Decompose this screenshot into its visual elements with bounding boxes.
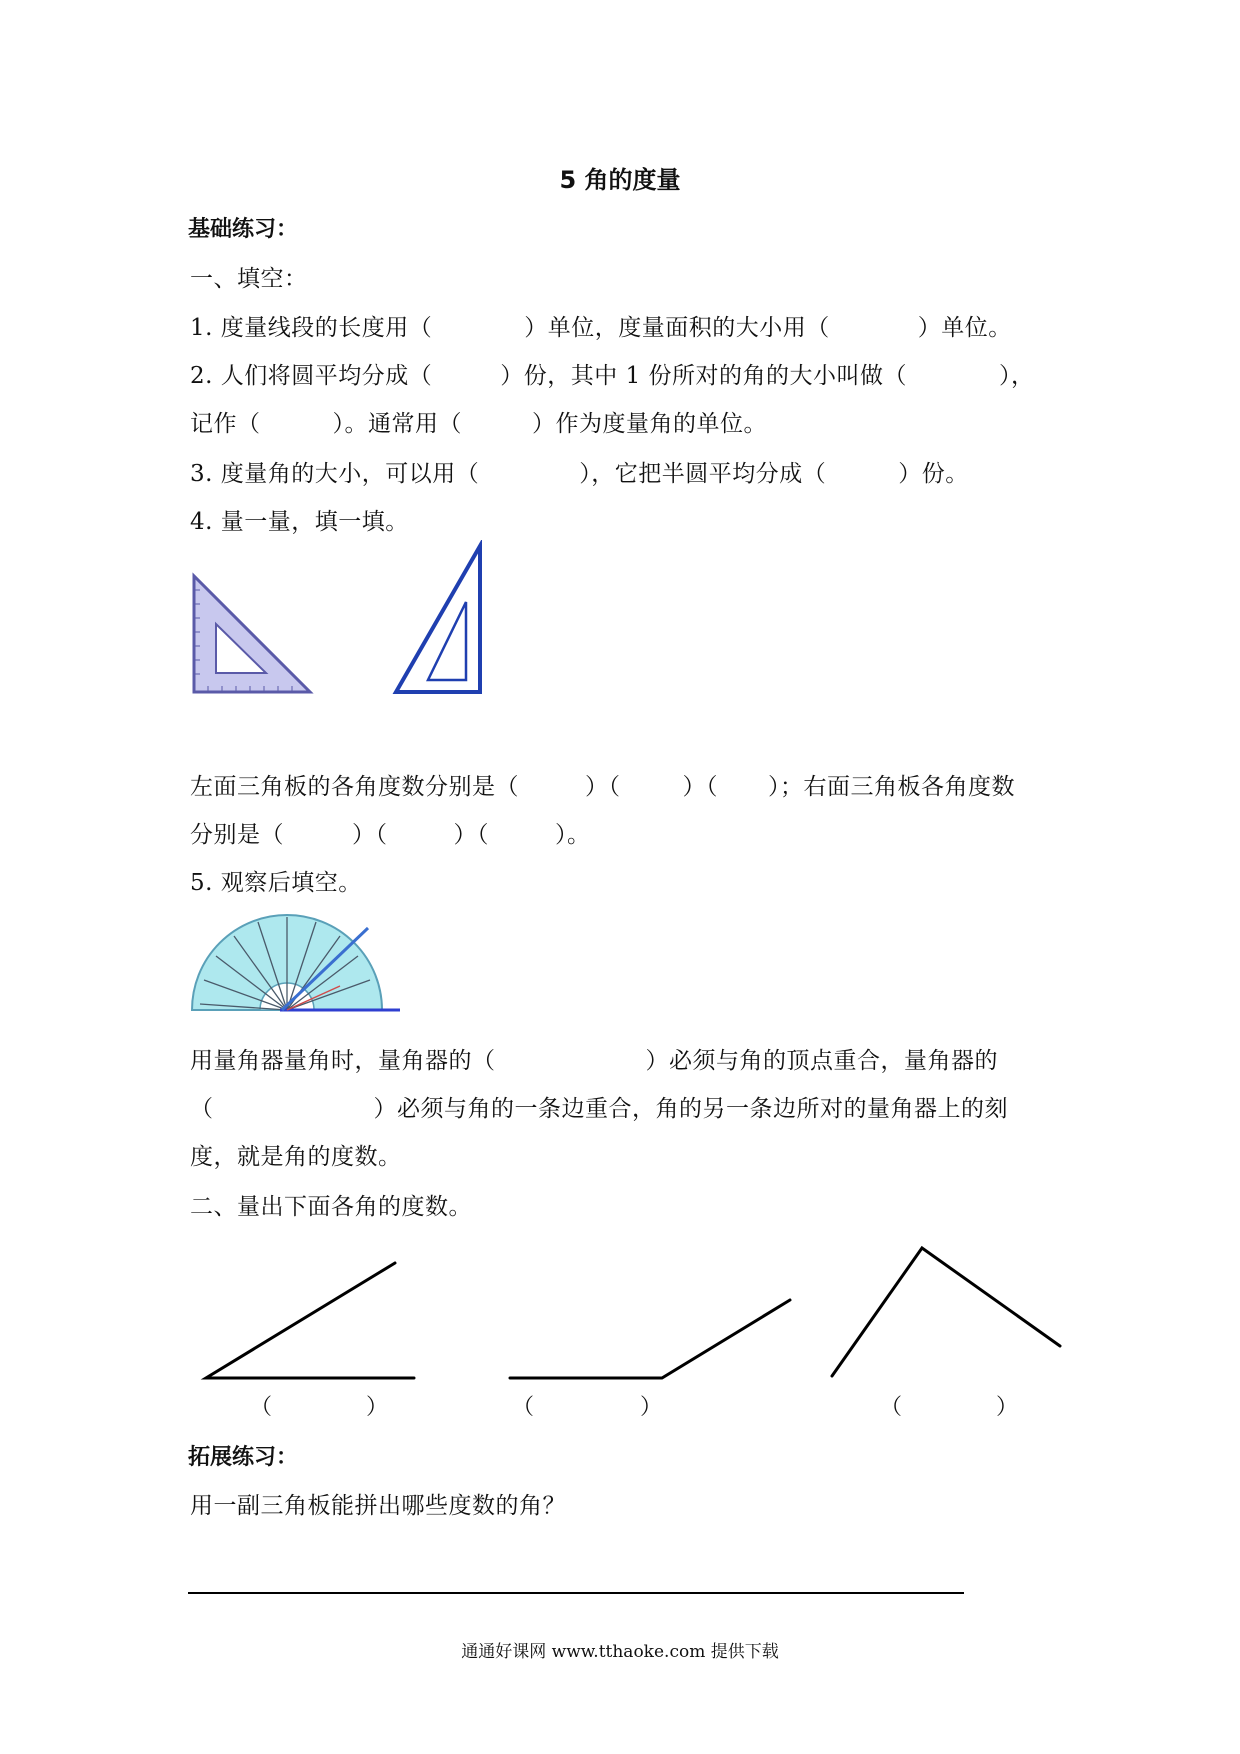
question-4-label: 4. 量一量，填一填。 bbox=[190, 509, 409, 535]
question-2-line-1: 2. 人们将圆平均分成（ ）份，其中 1 份所对的角的大小叫做（ ）， bbox=[190, 363, 1035, 389]
angle-1-answer-close: ） bbox=[366, 1395, 389, 1420]
angle-2-answer-open: （ bbox=[512, 1395, 535, 1420]
angle-3-answer-open: （ bbox=[880, 1395, 903, 1420]
angle-3 bbox=[832, 1248, 1060, 1376]
page-title: 5 角的度量 bbox=[559, 166, 681, 194]
part1-heading: 一、填空： bbox=[190, 266, 308, 292]
protractor-figure bbox=[190, 910, 410, 1020]
extension-heading: 拓展练习： bbox=[188, 1445, 299, 1470]
right-set-square bbox=[396, 546, 480, 692]
protractor bbox=[192, 915, 382, 1010]
question-4-line-1: 左面三角板的各角度数分别是（ ）（ ）（ ）；右面三角板各角度数 bbox=[190, 774, 1015, 800]
left-set-square bbox=[194, 576, 310, 692]
angle-2 bbox=[510, 1300, 790, 1378]
extension-question: 用一副三角板能拼出哪些度数的角？ bbox=[190, 1493, 566, 1519]
part2-heading: 二、量出下面各角的度数。 bbox=[190, 1194, 472, 1220]
angle-1 bbox=[206, 1263, 414, 1378]
question-5-line-1: 用量角器量角时，量角器的（ ）必须与角的顶点重合，量角器的 bbox=[190, 1048, 998, 1074]
question-3: 3. 度量角的大小，可以用（ ），它把半圆平均分成（ ）份。 bbox=[190, 461, 969, 487]
basic-practice-heading: 基础练习： bbox=[188, 217, 299, 242]
angle-1-answer-open: （ bbox=[250, 1395, 273, 1420]
angle-2-answer-close: ） bbox=[640, 1395, 663, 1420]
triangle-rulers-figure bbox=[190, 540, 490, 700]
footer-divider bbox=[188, 1592, 964, 1594]
question-5-line-3: 度，就是角的度数。 bbox=[190, 1144, 402, 1170]
footer-text: 通通好课网 www.tthaoke.com 提供下载 bbox=[461, 1642, 779, 1662]
question-5-label: 5. 观察后填空。 bbox=[190, 870, 362, 896]
question-2-line-2: 记作（ ）。通常用（ ）作为度量角的单位。 bbox=[190, 411, 767, 437]
angle-3-answer-close: ） bbox=[996, 1395, 1019, 1420]
angles-figure bbox=[0, 1230, 1240, 1390]
question-5-line-2: （ ）必须与角的一条边重合，角的另一条边所对的量角器上的刻 bbox=[190, 1096, 1008, 1122]
question-4-line-2: 分别是（ ）（ ）（ ）。 bbox=[190, 822, 591, 848]
question-1: 1. 度量线段的长度用（ ）单位，度量面积的大小用（ ）单位。 bbox=[190, 315, 1012, 341]
